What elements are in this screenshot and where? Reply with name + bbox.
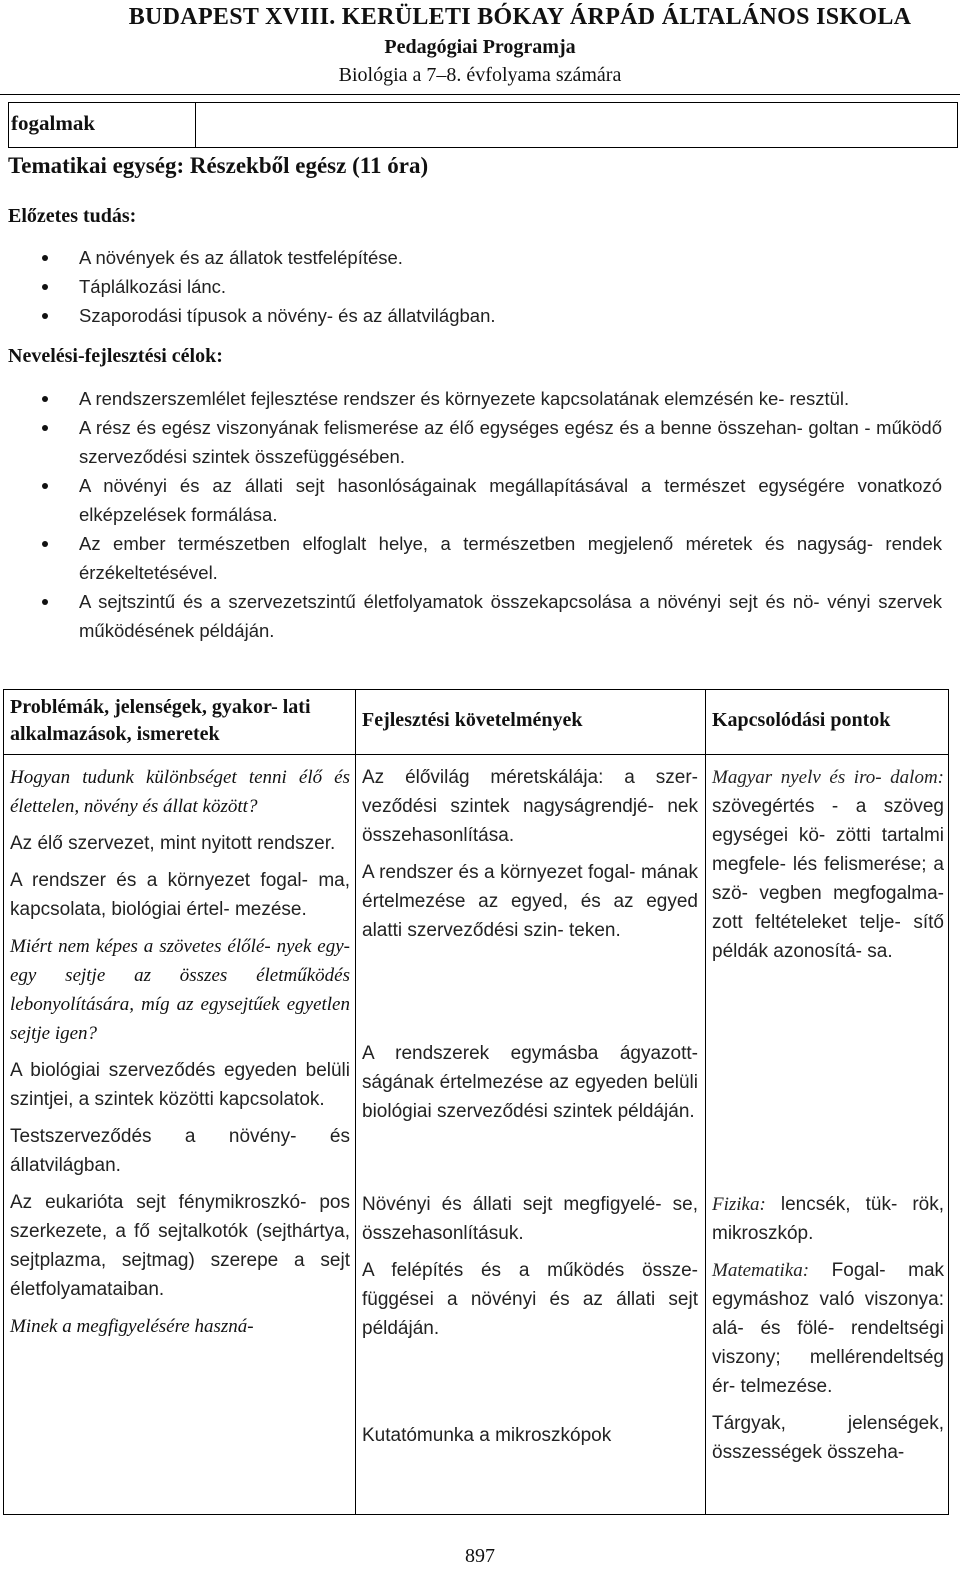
column-header-requirements: Fejlesztési követelmények [362,709,583,731]
goals-list [0,384,942,645]
header-divider [0,94,960,95]
content-text: Az élővilág méretskálája: a szer- veződési szintek nagyságrendjé- nek összehasonlítása. [362,767,698,846]
prior-knowledge-list [0,243,496,330]
fogalmak-row [8,102,958,148]
bullet-icon [42,284,48,290]
list-item: A növényi és az állati sejt hasonlóságainak megállapításával a természet egységére vonatkozó elképzelések formálása. [0,471,942,529]
column-divider [705,690,706,1514]
content-text: A felépítés és a működés össze- függései a növényi és az állati sejt példáján. [362,1260,698,1339]
content-text: A rendszer és a környezet fogal- ma, kapcsolata, biológiai értel- mezése. [10,870,350,920]
header-row-divider [4,754,948,755]
content-text: A biológiai szerveződés egyeden belüli szintjei, a szintek közötti kapcsolatok. [10,1060,350,1110]
content-text: A rendszer és a környezet fogal- mának értelmezése az egyed, és az egyed alatti szerveződési szin- teken. [362,862,698,941]
page-number: 897 [465,1545,495,1567]
curriculum-table [3,689,949,1515]
list-item: A rész és egész viszonyának felismerése az élő egységes egész és a benne összehan- goltan - működő szerveződési szintek összefüggésében. [0,413,942,471]
list-item: Az ember természetben elfoglalt helye, a természetben megjelenő méretek és nagyság- rendek érzékeltetésével. [0,529,942,587]
school-name: BUDAPEST XVIII. KERÜLETI BÓKAY ÁRPÁD ÁLTALÁNOS ISKOLA [128,4,912,30]
subject-label: Matematika: [712,1260,810,1281]
content-text: Az eukarióta sejt fénymikroszkó- pos szerkezete, a fő sejtalkotók (sejthártya, sejtplazma, sejtmag) szerepe a sejt életfolyamataiban. [10,1192,350,1300]
bullet-icon [42,541,48,547]
subject-label: Fizika: [712,1194,766,1215]
column-header-connections: Kapcsolódási pontok [712,709,891,731]
content-text: Testszerveződés a növény- és állatvilágban. [10,1126,350,1176]
connection-item: Tárgyak, jelenségek, összességek összeha- [712,1413,944,1463]
fogalmak-label: fogalmak [9,103,196,147]
connection-item: Fizika: lencsék, tük- rök, mikroszkóp. [712,1194,944,1244]
question-text: Miért nem képes a szövetes élőlé- nyek egy-egy sejtje az összes életműködés lebonyolítására, míg az egysejtűek egyetlen sejtje igen? [10,936,350,1044]
question-text: Minek a megfigyelésére haszná- [10,1316,254,1337]
connection-item: Matematika: Fogal- mak egymáshoz való viszonya: alá- és fölé- rendeltségi viszony; mellérendeltség ér- telmezése. [712,1260,945,1397]
content-text: Növényi és állati sejt megfigyelé- se, összehasonlításuk. [362,1194,698,1244]
connections-column [712,763,944,1467]
prior-knowledge-title: Előzetes tudás: [8,205,137,227]
content-text: Az élő szervezet, mint nyitott rendszer. [10,833,336,854]
column-divider [355,690,356,1514]
list-item: A rendszerszemlélet fejlesztése rendszer és környezete kapcsolatának elemzésén ke- resztül. [0,384,942,413]
list-item: A sejtszintű és a szervezetszintű életfolyamatok összekapcsolása a növényi sejt és nö- vényi szervek működésének példáján. [0,587,942,645]
content-text: Kutatómunka a mikroszkópok [362,1425,612,1446]
bullet-icon [42,396,48,402]
program-title: Pedagógiai Programja [384,36,576,58]
bullet-icon [42,255,48,261]
column-header-problems: Problémák, jelenségek, gyakor- lati alkalmazások, ismeretek [10,696,311,745]
bullet-icon [42,425,48,431]
bullet-icon [42,483,48,489]
connection-item: Magyar nyelv és iro- dalom: szövegértés - a szöveg egységei kö- zötti tartalmi megfele- lés felismerése; a szö- vegben megfogalma- zott feltételeket telje- sítő példák azonosítá- sa. [712,767,944,962]
problems-column [10,763,350,1341]
bullet-icon [42,313,48,319]
requirements-column [362,763,698,1450]
list-item: Szaporodási típusok a növény- és az állatvilágban. [0,301,496,330]
list-item: Táplálkozási lánc. [0,272,496,301]
content-text: A rendszerek egymásba ágyazott- ságának értelmezése az egyeden belüli biológiai szerveződési szintek példáján. [362,1043,698,1122]
subject-label: Magyar nyelv és iro- dalom: [712,767,944,788]
unit-title: Tematikai egység: Részekből egész (11 óra) [8,153,429,178]
list-item: A növények és az állatok testfelépítése. [0,243,496,272]
grade-subtitle: Biológia a 7–8. évfolyama számára [338,64,622,86]
bullet-icon [42,599,48,605]
question-text: Hogyan tudunk különbséget tenni élő és élettelen, növény és állat között? [10,767,350,817]
goals-title: Nevelési-fejlesztési célok: [8,345,223,367]
